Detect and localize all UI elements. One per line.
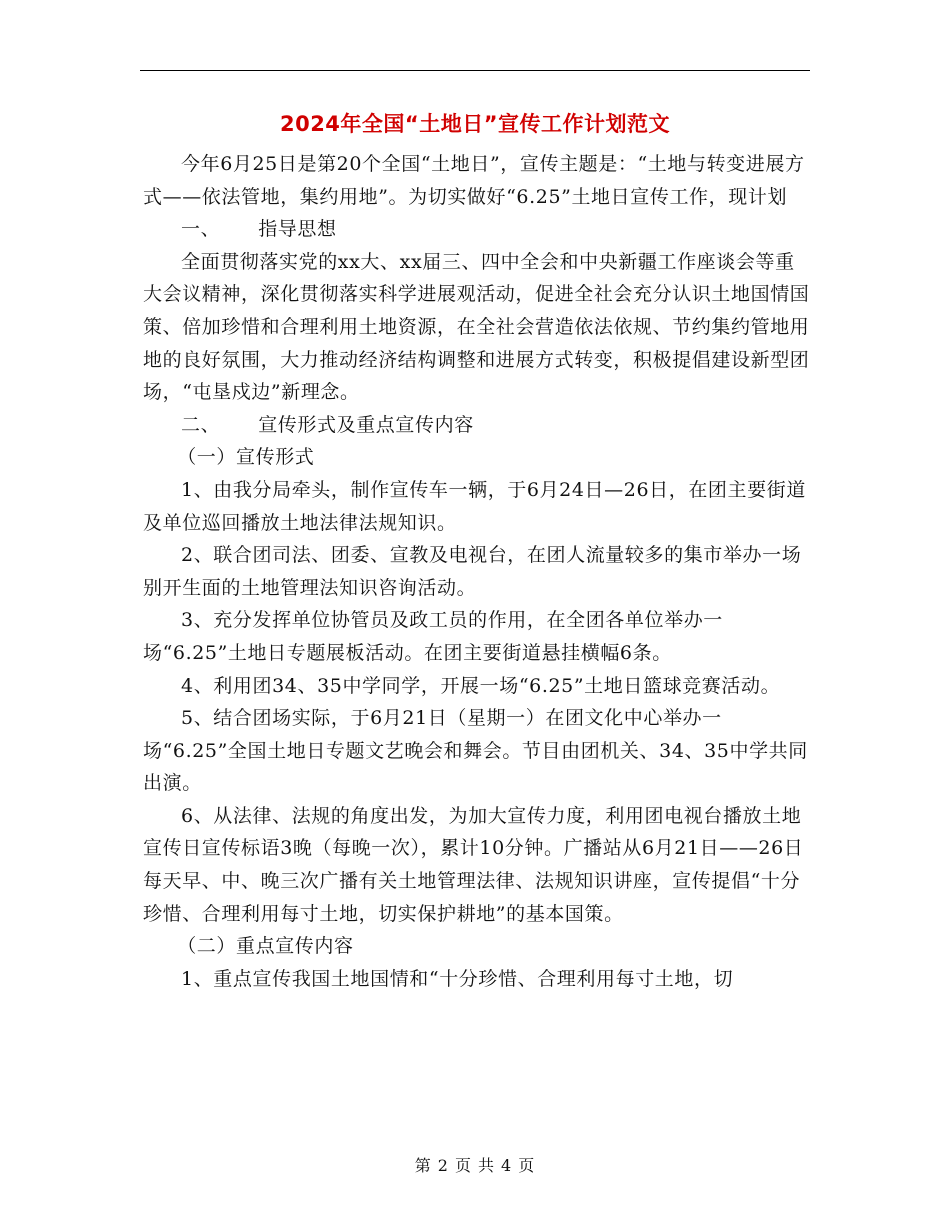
heading-publicity: [143, 409, 811, 442]
page-number: 2: [437, 1156, 449, 1175]
heading-text: 宣传形式及重点宣传内容: [258, 413, 474, 436]
heading-guiding-ideology: [143, 213, 811, 246]
page-footer: 第 2 页 共 4 页: [414, 1156, 536, 1175]
paragraph-intro: 今年6月25日是第20个全国“土地日”，宣传主题是：“土地与转变进展方式——依法管地，集约用地”。为切实做好“6.25”土地日宣传工作，现计划: [143, 153, 805, 208]
list-item: 2、联合团司法、团委、宣教及电视台，在团人流量较多的集市举办一场别开生面的土地管理法知识咨询活动。: [143, 544, 802, 599]
page-total: 4: [501, 1156, 513, 1175]
list-item: 4、利用团34、35中学同学，开展一场“6.25”土地日篮球竞赛活动。: [181, 674, 781, 697]
heading-number: 二、: [181, 413, 221, 436]
list-item: 5、结合团场实际，于6月21日（星期一）在团文化中心举办一场“6.25”全国土地日专题文艺晚会和舞会。节目由团机关、34、35中学共同出演。: [143, 707, 808, 795]
list-item: 6、从法律、法规的角度出发，为加大宣传力度，利用团电视台播放土地宣传日宣传标语3晚（每晚一次），累计10分钟。广播站从6月21日——26日每天早、中、晚三次广播有关土地管理法律、法规知识讲座，宣传提倡“十分珍惜、合理利用每寸土地，切实保护耕地”的基本国策。: [143, 804, 804, 925]
subheading-publicity-forms: （一）宣传形式: [177, 446, 315, 469]
list-item: 1、由我分局牵头，制作宣传车一辆，于6月24日—26日，在团主要街道及单位巡回播放土地法律法规知识。: [143, 478, 806, 534]
document-title: 2024年全国“土地日”宣传工作计划范文: [279, 112, 671, 136]
subheading-key-content: （二）重点宣传内容: [177, 935, 354, 958]
document-body: [143, 148, 811, 995]
heading-number: 一、: [181, 218, 221, 241]
paragraph-guiding-ideology: 全面贯彻落实党的xx大、xx届三、四中全会和中央新疆工作座谈会等重大会议精神，深化贯彻落实科学进展观活动，促进全社会充分认识土地国情国策、倍加珍惜和合理利用土地资源，在全社会营造依法依规、节约集约管地用地的良好氛围，大力推动经济结构调整和进展方式转变，积极提倡建设新型团场，“屯垦戍边”新理念。: [143, 250, 810, 404]
heading-text: 指导思想: [258, 218, 337, 241]
header-rule: [140, 70, 810, 71]
list-item: 1、重点宣传我国土地国情和“十分珍惜、合理利用每寸土地，切: [181, 967, 734, 990]
list-item: 3、充分发挥单位协管员及政工员的作用，在全团各单位举办一场“6.25”土地日专题展板活动。在团主要街道悬挂横幅6条。: [143, 609, 723, 664]
